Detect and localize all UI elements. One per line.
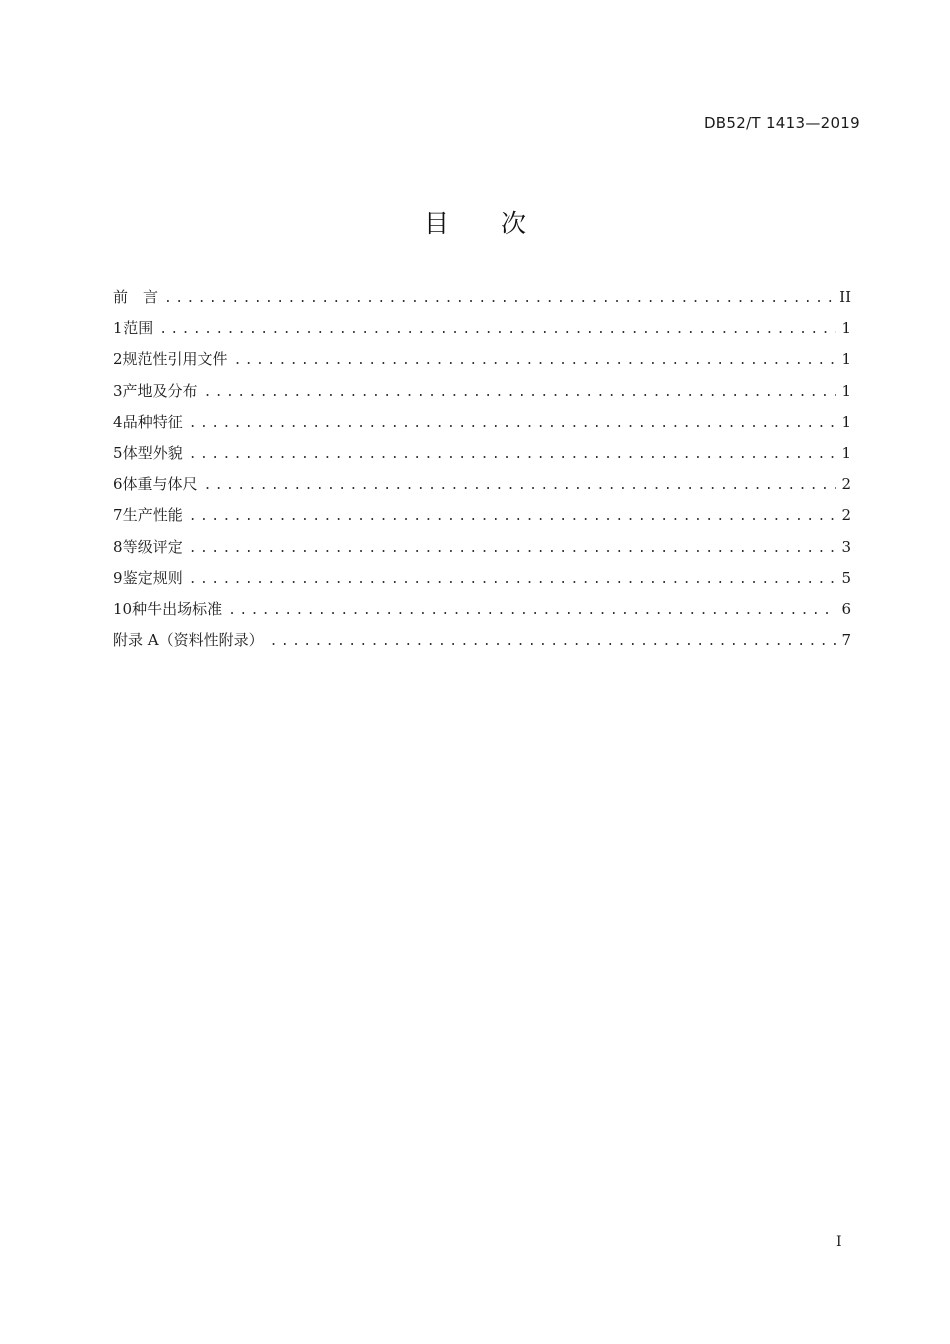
toc-entry-number: 9 — [113, 568, 123, 587]
toc-leader-dots — [189, 444, 837, 466]
toc-leader-dots — [159, 319, 836, 341]
toc-entry-number: 3 — [113, 381, 123, 400]
toc-leader-dots — [228, 600, 836, 622]
toc-entry-number: 1 — [113, 319, 123, 338]
toc-entry-page: 1 — [841, 443, 851, 462]
toc-leader-dots — [189, 569, 837, 591]
toc-entry-number: 7 — [113, 506, 123, 525]
toc-entry-label: 鉴定规则 — [122, 568, 183, 587]
toc-entry-page: 5 — [841, 568, 851, 587]
toc-leader-dots — [234, 350, 837, 372]
toc-entry-page: 1 — [841, 412, 851, 431]
toc-entry-number: 6 — [113, 475, 123, 494]
toc-leader-dots — [189, 413, 837, 435]
table-of-contents — [113, 286, 851, 660]
toc-entry-9[interactable] — [113, 567, 851, 598]
toc-entry-number: 10 — [113, 599, 133, 618]
page-number: I — [836, 1234, 842, 1250]
toc-entry-label: 范围 — [123, 319, 154, 338]
toc-entry-label: 产地及分布 — [122, 381, 198, 400]
toc-leader-dots — [204, 382, 837, 404]
toc-leader-dots — [164, 288, 834, 310]
toc-entry-number: 4 — [113, 412, 123, 431]
toc-leader-dots — [189, 538, 837, 560]
toc-entry-label: 前 言 — [113, 288, 159, 306]
toc-leader-dots — [270, 631, 837, 653]
toc-entry-number: 2 — [113, 350, 123, 369]
toc-entry-label: 品种特征 — [122, 412, 183, 431]
toc-entry-page: 2 — [841, 475, 851, 494]
toc-entry-10[interactable] — [113, 598, 851, 629]
toc-entry-page: 1 — [841, 319, 851, 338]
toc-entry-3[interactable] — [113, 380, 851, 411]
toc-entry-label: 体型外貌 — [122, 443, 183, 462]
toc-entry-7[interactable] — [113, 504, 851, 535]
toc-entry-label: 等级评定 — [122, 537, 183, 556]
toc-entry-page: II — [839, 288, 851, 306]
toc-leader-dots — [204, 475, 837, 497]
document-code: DB52/T 1413—2019 — [703, 114, 860, 132]
toc-entry-page: 3 — [841, 537, 851, 556]
toc-entry-8[interactable] — [113, 536, 851, 567]
toc-entry-label: 附录 A（资料性附录） — [113, 631, 264, 650]
toc-entry-2[interactable] — [113, 348, 851, 379]
toc-entry-page: 1 — [841, 381, 851, 400]
toc-entry-page: 6 — [841, 599, 851, 618]
toc-entry-label: 种牛出场标准 — [132, 599, 223, 618]
toc-entry-page: 7 — [841, 631, 851, 650]
toc-entry-number: 8 — [113, 537, 123, 556]
toc-entry-appendix-a[interactable] — [113, 629, 851, 660]
toc-entry-label: 生产性能 — [122, 506, 183, 525]
toc-entry-page: 2 — [841, 506, 851, 525]
toc-leader-dots — [189, 506, 837, 528]
toc-entry-foreword[interactable] — [113, 286, 851, 317]
toc-entry-4[interactable] — [113, 411, 851, 442]
toc-entry-label: 体重与体尺 — [122, 475, 198, 494]
toc-entry-number: 5 — [113, 443, 123, 462]
toc-entry-1[interactable] — [113, 317, 851, 348]
toc-entry-5[interactable] — [113, 442, 851, 473]
toc-entry-label: 规范性引用文件 — [122, 350, 228, 369]
toc-title: 目次 — [423, 209, 578, 238]
toc-entry-6[interactable] — [113, 473, 851, 504]
toc-entry-page: 1 — [841, 350, 851, 369]
